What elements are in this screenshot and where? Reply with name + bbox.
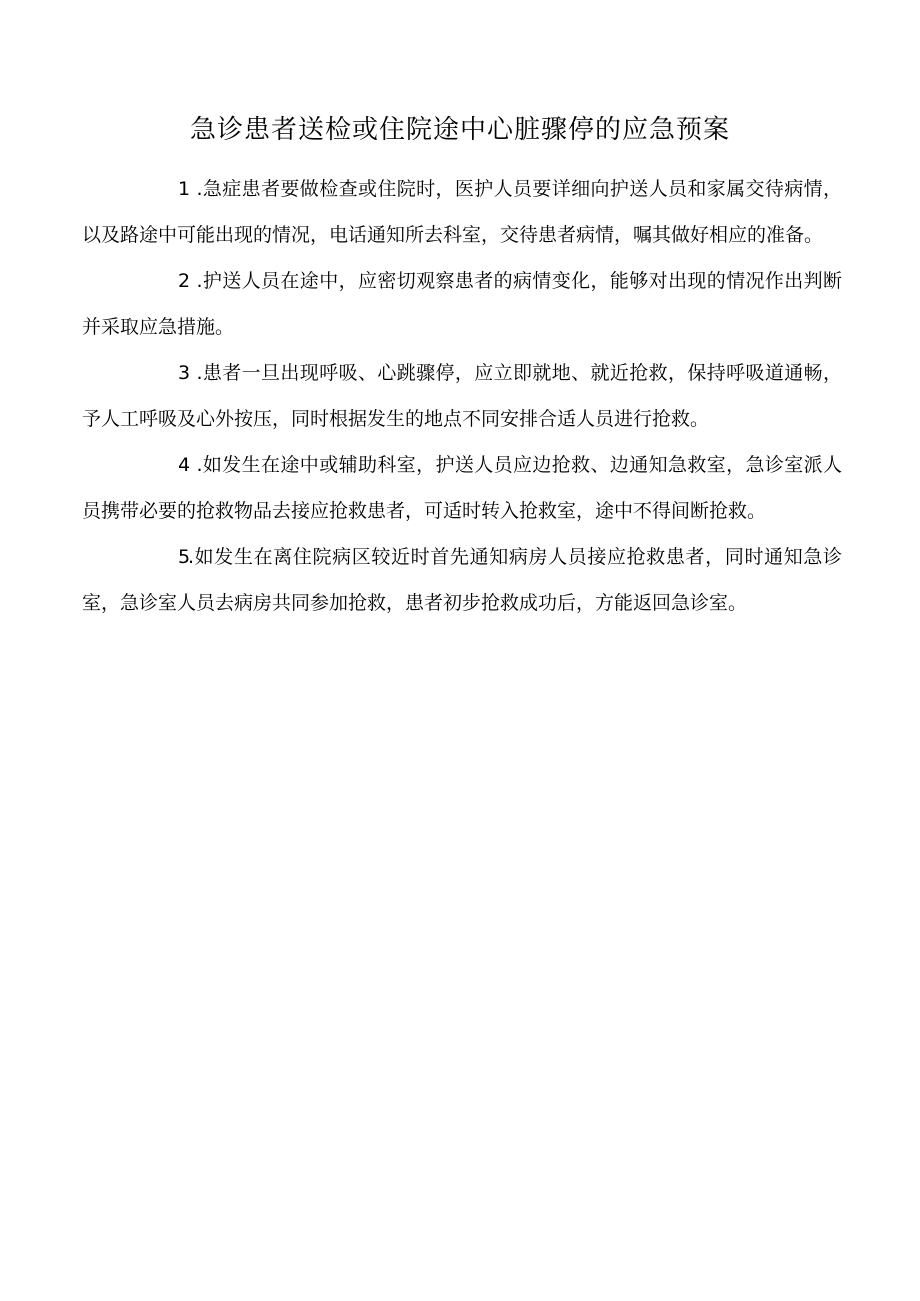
paragraph-number: 3	[178, 362, 191, 384]
document-title: 急诊患者送检或住院途中心脏骤停的应急预案	[189, 115, 730, 145]
paragraph-text: .患者一旦出现呼吸、心跳骤停，应立即就地、就近抢救，保持呼吸道通畅，予人工呼吸及心外按压，同时根据发生的地点不同安排合适人员进行抢救。	[82, 362, 842, 430]
paragraph-number: 2	[178, 270, 191, 292]
document-body	[82, 166, 842, 626]
paragraph-text: .如发生在离住院病区较近时首先通知病房人员接应抢救患者，同时通知急诊室，急诊室人员去病房共同参加抢救，患者初步抢救成功后，方能返回急诊室。	[82, 546, 842, 614]
paragraph-3	[82, 350, 842, 442]
paragraph-text: .护送人员在途中，应密切观察患者的病情变化，能够对出现的情况作出判断并采取应急措施。	[82, 270, 842, 338]
paragraph-text: .如发生在途中或辅助科室，护送人员应边抢救、边通知急救室，急诊室派人员携带必要的抢救物品去接应抢救患者，可适时转入抢救室，途中不得间断抢救。	[82, 454, 842, 522]
paragraph-number: 5	[178, 546, 191, 568]
paragraph-2	[82, 258, 842, 350]
paragraph-number: 4	[178, 454, 191, 476]
paragraph-text: .急症患者要做检查或住院时，医护人员要详细向护送人员和家属交待病情，以及路途中可能出现的情况，电话通知所去科室，交待患者病情，嘱其做好相应的准备。	[82, 178, 842, 246]
paragraph-4	[82, 442, 842, 534]
paragraph-1	[82, 166, 842, 258]
paragraph-5	[82, 534, 842, 626]
paragraph-number: 1	[178, 178, 191, 200]
